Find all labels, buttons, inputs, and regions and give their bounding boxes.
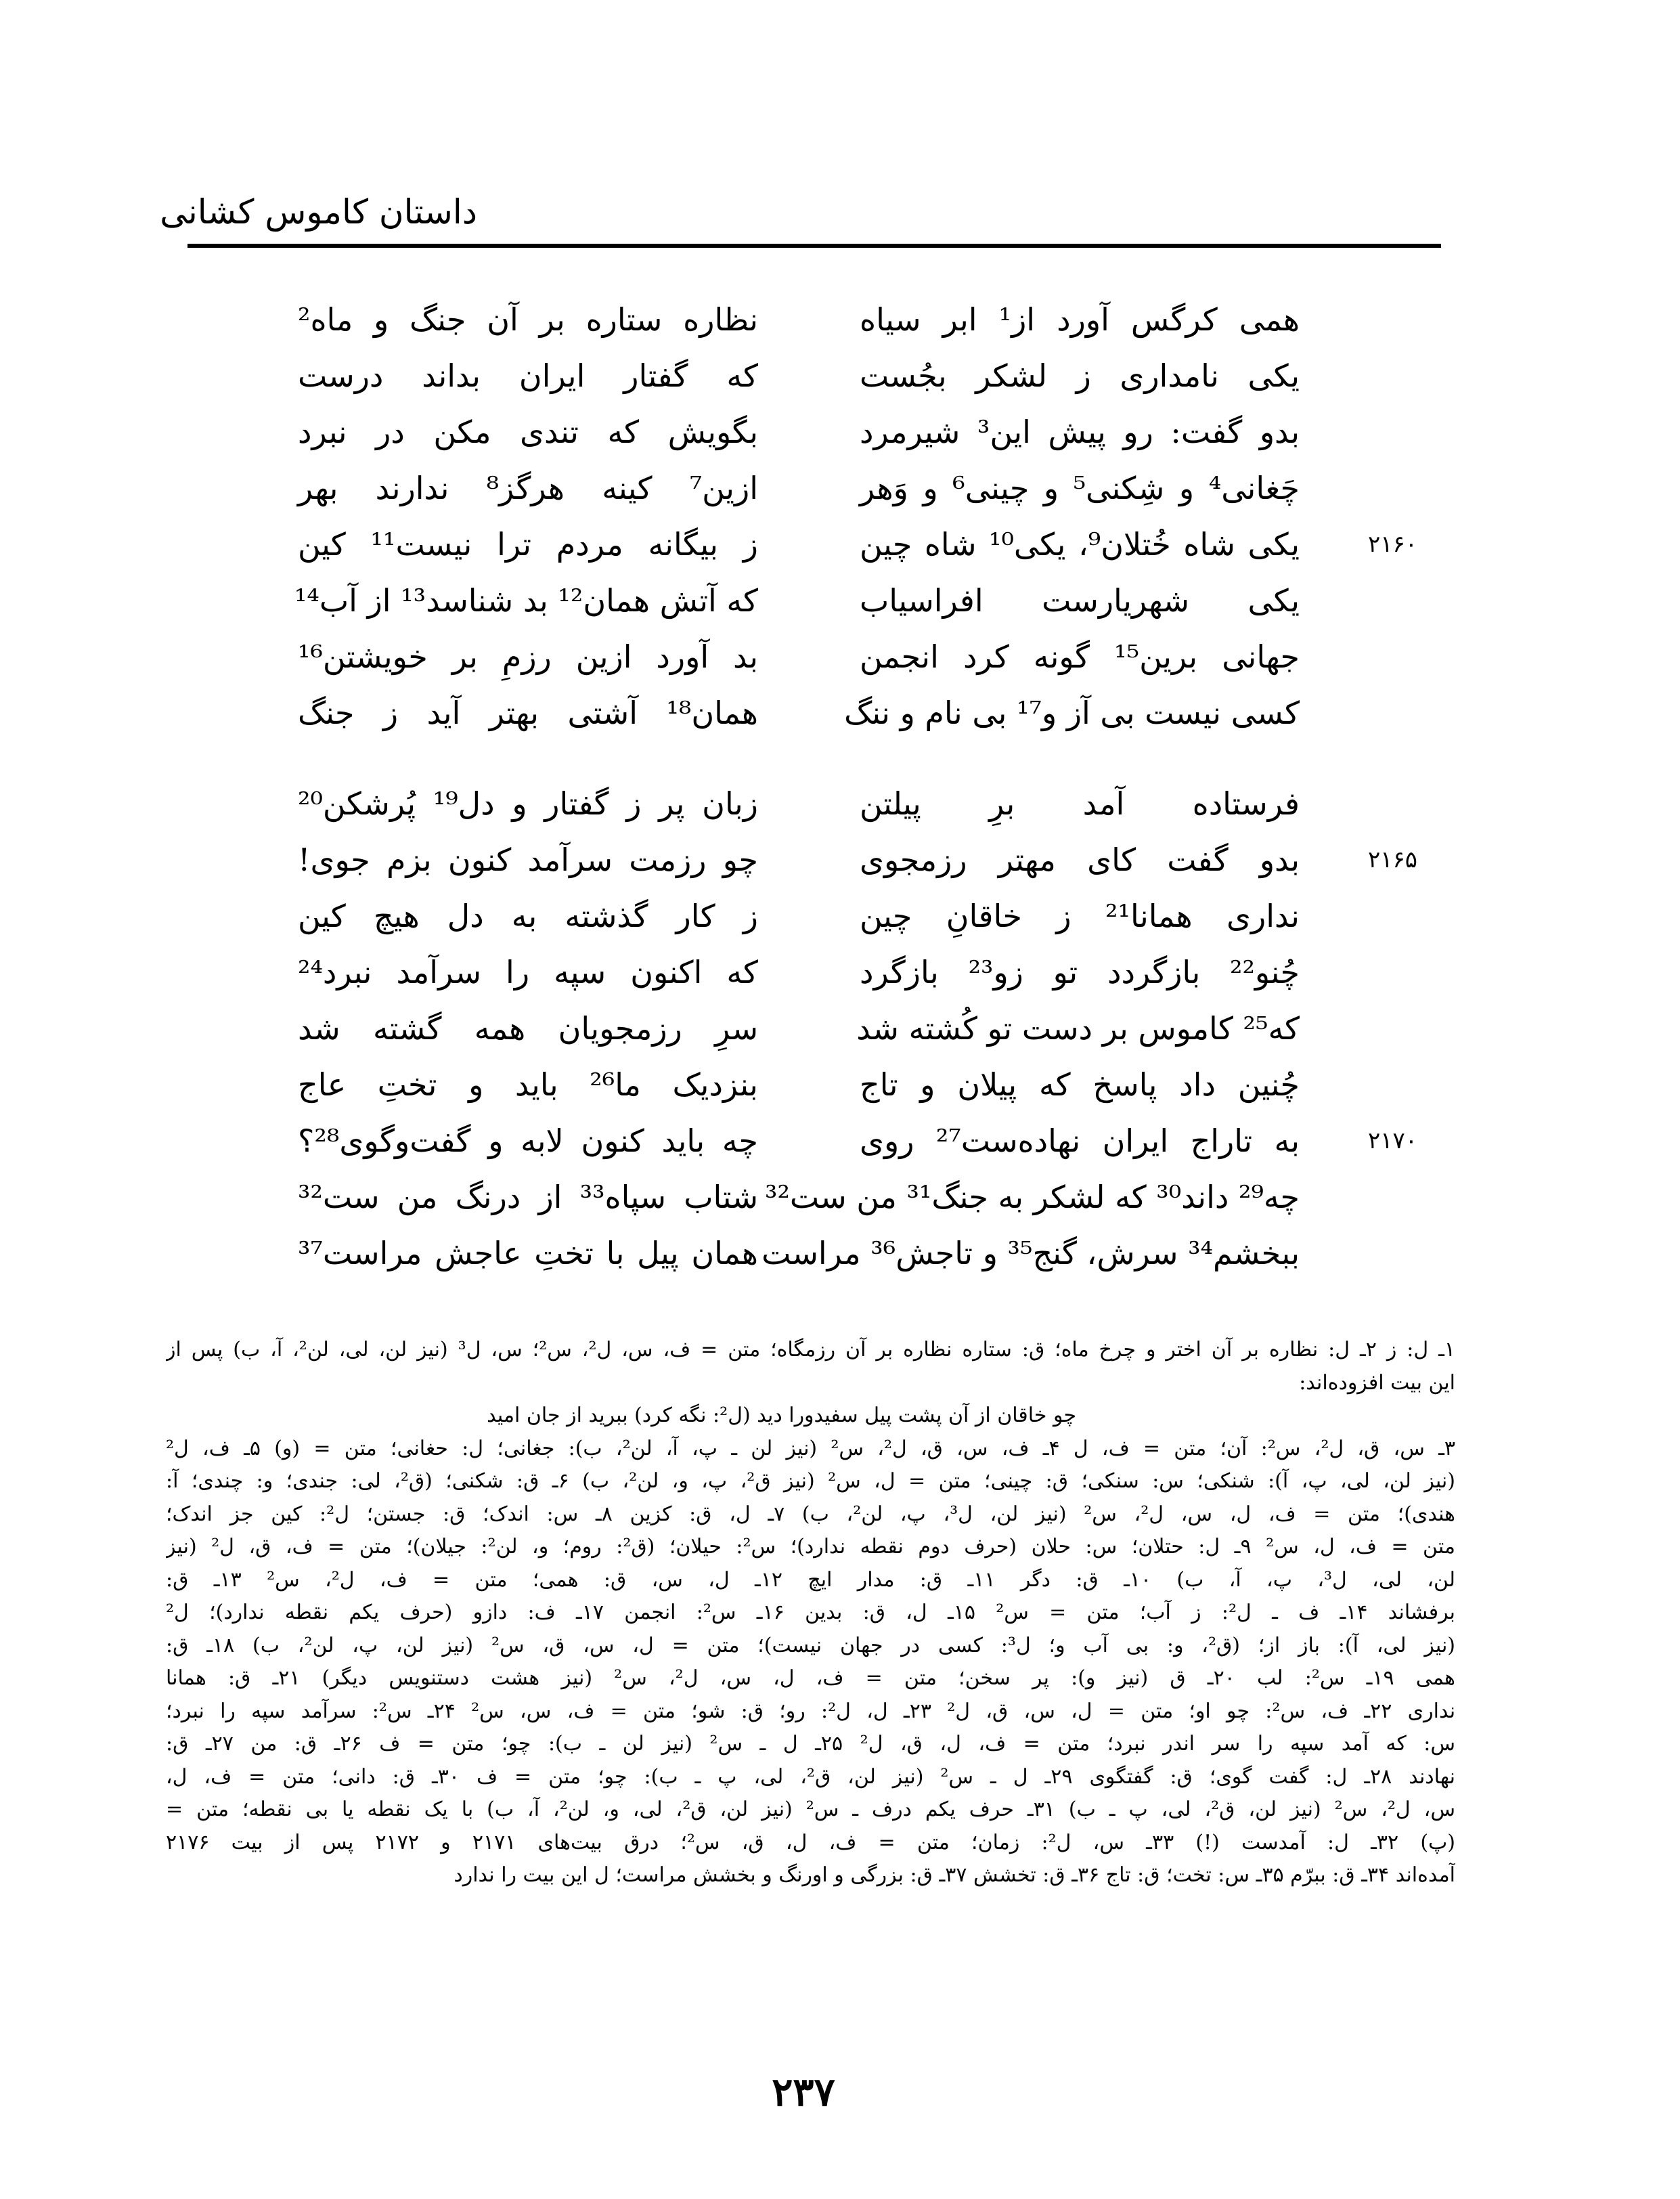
verse-number [1361,1000,1425,1057]
quoted-verse-first: چو خاقان از آن پشت پیل سفید [814,1403,1076,1427]
footnote-line: نهادند ۲۸ـ ل: گفت گوی؛ ق: گفتگوی ۲۹ـ ل ـ س² (نیز لن، ق²، لی، پ ـ ب): چو؛ متن = ف ۳۰ـ ق: دانی؛ متن = ف، ل، [166,1764,1455,1789]
footnote-line: س، ل²، س² (نیز لن، ق²، لی، پ ـ ب) ۳۱ـ حرف یکم درف ـ س² (نیز لن، ق²، لی، و، لن²، آ، ب) با یک نقطه یا بی نقطه؛ متن = [166,1798,1455,1821]
hemistich-second: شتاب سپاه³³ از درنگ من ست³² [298,1179,758,1215]
hemistich-first: یکی شهریارست افراسیاب [860,582,1300,619]
footnote-line: (پ) ۳۲ـ ل: آمدست (!) ۳۳ـ س، ل²: زمان؛ متن = ف، ل، ق، س²؛ درق بیت‌های ۲۱۷۱ و ۲۱۷۲ پس از بیت ۲۱۷۶ [166,1830,1455,1854]
hemistich-second: ز کار گذشته به دل هیچ کین [298,898,758,934]
verse-number [1361,1169,1425,1225]
verse-row [0,347,1680,404]
footnote-line: ۱ـ ل: ز ۲ـ ل: نظاره بر آن اختر و چرخ ماه؛ ق: ستاره نظاره بر آن رزمگاه؛ متن = ف، س، ل²، س²؛ س، ل³ (نیز لن، لی، لن²، آ، ب) پس از [166,1338,1455,1362]
footnote-line: (نیز لن، لی، پ، آ): شنکی؛ س: سنکی؛ ق: چینی؛ متن = ل، س² (نیز ق²، پ، و، لن²، ب) ۶ـ ق: شکنی؛ (ق²، لی: جندی؛ و: چندی؛ آ: [166,1469,1455,1493]
footnote-line: نداری ۲۲ـ ف، س²: چو او؛ متن = ل، س، ق، ل² ۲۳ـ ل، ل²: رو؛ ق: شو؛ متن = ف، س، س² ۲۴ـ س²: سرآمد سپه را نبرد؛ [166,1699,1455,1723]
verse-row [0,831,1680,888]
footnote-line: س: که آمد سپه را سر اندر نبرد؛ متن = ف، ل، ق، ل² ۲۵ـ ل ـ س² (نیز لن ـ ب): چو؛ متن = ف ۲۶ـ ق: من ۲۷ـ ق: [166,1732,1455,1756]
hemistich-first: بدو گفت: رو پیش این³ شیرمرد [860,414,1300,450]
hemistich-second: ازین⁷ کینه هرگز⁸ ندارند بهر [298,470,758,506]
hemistich-first: بدو گفت کای مهتر رزمجوی [860,842,1300,878]
verse-row [0,516,1680,573]
verse-number [1361,684,1425,741]
footnote-line: لن، لی، ل³، پ، آ، ب) ۱۰ـ ق: دگر ۱۱ـ ق: مدار ایچ ۱۲ـ ل، س، ق: همی؛ متن = ف، ل²، س² ۱۳ـ ق: [166,1567,1455,1592]
verse-number [1361,944,1425,1001]
hemistich-second: که آتش همان¹² بد شناسد¹³ از آب¹⁴ [294,582,758,619]
header-rule [187,244,1441,248]
running-header-title: داستان کاموس کشانی [160,192,477,232]
verse-row [0,1225,1680,1282]
verse-number [1361,628,1425,685]
verse-number [1361,460,1425,517]
hemistich-first: چه²⁹ داند³⁰ که لشکر به جنگ³¹ من ست³² [765,1179,1300,1215]
hemistich-second: سرِ رزمجویان همه گشته شد [298,1010,758,1047]
footnote-line: ۳ـ س، ق، ل²، س²: آن؛ متن = ف، ل ۴ـ ف، س، ق، ل²، س² (نیز لن ـ پ، آ، لن²، ب): جغانی؛ ل: حغانی؛ متن = (و) ۵ـ ف، ل² [166,1436,1455,1460]
hemistich-second: همان پیل با تختِ عاجش مراست³⁷ [298,1235,758,1271]
hemistich-first: نداری همانا²¹ ز خاقانِ چین [860,898,1300,934]
hemistich-second: زبان پر ز گفتار و دل¹⁹ پُرشکن²⁰ [298,785,758,822]
verse-row [0,404,1680,460]
hemistich-first: فرستاده آمد برِ پیلتن [860,785,1300,822]
hemistich-second: چو رزمت سرآمد کنون بزم جوی! [298,842,758,878]
verse-row [0,775,1680,832]
verse-row [0,944,1680,1001]
quoted-verse-second: ورا دید (ل²: نگه کرد) ببرید از جان امید [487,1403,814,1427]
verse-number [1361,1225,1425,1282]
hemistich-first: چُنین داد پاسخ که پیلان و تاج [860,1066,1300,1103]
hemistich-second: نظاره ستاره بر آن جنگ و ماه² [298,301,758,338]
hemistich-second: بگویش که تندی مکن در نبرد [298,414,758,450]
footnote-quoted-verse [166,1399,1455,1433]
hemistich-second: چه باید کنون لابه و گفت‌وگوی²⁸؟ [298,1123,758,1159]
verse-row [0,460,1680,517]
verse-number: ۲۱۶۰ [1367,531,1418,558]
verse-row [0,1169,1680,1225]
footnote-line: همی ۱۹ـ س²: لب ۲۰ـ ق (نیز و): پر سخن؛ متن = ف، ل، س، ل²، س² (نیز هشت دستنویس دیگر) ۲۱ـ ق: همانا [166,1666,1455,1690]
hemistich-first: که²⁵ کاموس بر دست تو کُشته شد [856,1010,1300,1047]
footnote-line: این بیت افزوده‌اند: [1299,1370,1455,1395]
hemistich-first: چُنو²² بازگردد تو زو²³ بازگرد [860,954,1300,990]
hemistich-first: جهانی برین¹⁵ گونه کرد انجمن [860,638,1300,675]
verse-row [0,291,1680,348]
verse-number [1361,775,1425,832]
footnote-line: متن = ف، ل، س² ۹ـ ل: حتلان؛ س: حلان (حرف دوم نقطه ندارد)؛ س²: حیلان؛ (ق²: روم؛ و، لن²: جیلان)؛ متن = ف، ق، ل² (نیز [166,1535,1455,1559]
footnote-line: (نیز لی، آ): باز از؛ (ق²، و: بی آب و؛ ل³: کسی در جهان نیست)؛ متن = ل، س، ق، س² (نیز لن، پ، لن²، ب) ۱۸ـ ق: [166,1633,1455,1657]
verse-row [0,1112,1680,1169]
verse-number [1361,572,1425,629]
verse-row [0,628,1680,685]
page-number: ۲۳۷ [772,2069,835,2115]
verse-number [1361,404,1425,460]
hemistich-second: که گفتار ایران بداند درست [298,357,758,394]
footnotes-apparatus [166,1334,1455,1892]
hemistich-first: کسی نیست بی آز و¹⁷ بی نام و ننگ [844,695,1300,731]
footnote-line: هندی)؛ متن = ف، ل، س، ل²، س² (نیز لن، ل³، پ، لن²، ب) ۷ـ ل، ق: کزین ۸ـ س: اندک؛ ق: جستن؛ ل²: کین جز اندک؛ [166,1502,1455,1526]
hemistich-second: که اکنون سپه را سرآمد نبرد²⁴ [298,954,758,990]
hemistich-first: ببخشم³⁴ سرش، گنج³⁵ و تاجش³⁶ مراست [761,1235,1300,1271]
hemistich-first: یکی نامداری ز لشکر بجُست [860,357,1300,394]
verse-number [1361,888,1425,944]
verse-row [0,888,1680,944]
hemistich-first: همی کرگس آورد از¹ ابر سیاه [860,301,1300,338]
hemistich-second: ز بیگانه مردم ترا نیست¹¹ کین [298,526,759,563]
verse-number: ۲۱۶۵ [1367,846,1418,873]
verse-row [0,684,1680,741]
hemistich-first: به تاراج ایران نهاده‌ست²⁷ روی [860,1123,1300,1159]
verse-number [1361,347,1425,404]
hemistich-second: همان¹⁸ آشتی بهتر آید ز جنگ [298,695,758,731]
verse-row [0,572,1680,629]
verse-row [0,1056,1680,1113]
verse-row [0,1000,1680,1057]
verse-number [1361,1056,1425,1113]
hemistich-first: چَغانی⁴ و شِکنی⁵ و چینی⁶ و وَهر [860,470,1300,506]
verse-number [1361,291,1425,348]
hemistich-first: یکی شاه خُتلان⁹، یکی¹⁰ شاه چین [860,526,1300,563]
footnote-line: آمده‌اند ۳۴ـ ق: ببرّم ۳۵ـ س: تخت؛ ق: تاج ۳۶ـ ق: تخشش ۳۷ـ ق: بزرگی و اورنگ و بخشش مراست؛ ل این بیت را ندارد [454,1863,1455,1887]
verse-number: ۲۱۷۰ [1367,1127,1418,1154]
footnote-line: برفشاند ۱۴ـ ف ـ ل²: ز آب؛ متن = س² ۱۵ـ ل، ق: بدین ۱۶ـ س²: انجمن ۱۷ـ ف: دازو (حرف یکم نقطه ندارد)؛ ل² [166,1601,1455,1624]
hemistich-second: بد آورد ازین رزمِ بر خویشتن¹⁶ [298,638,758,675]
hemistich-second: بنزدیک ما²⁶ باید و تختِ عاج [298,1066,758,1103]
